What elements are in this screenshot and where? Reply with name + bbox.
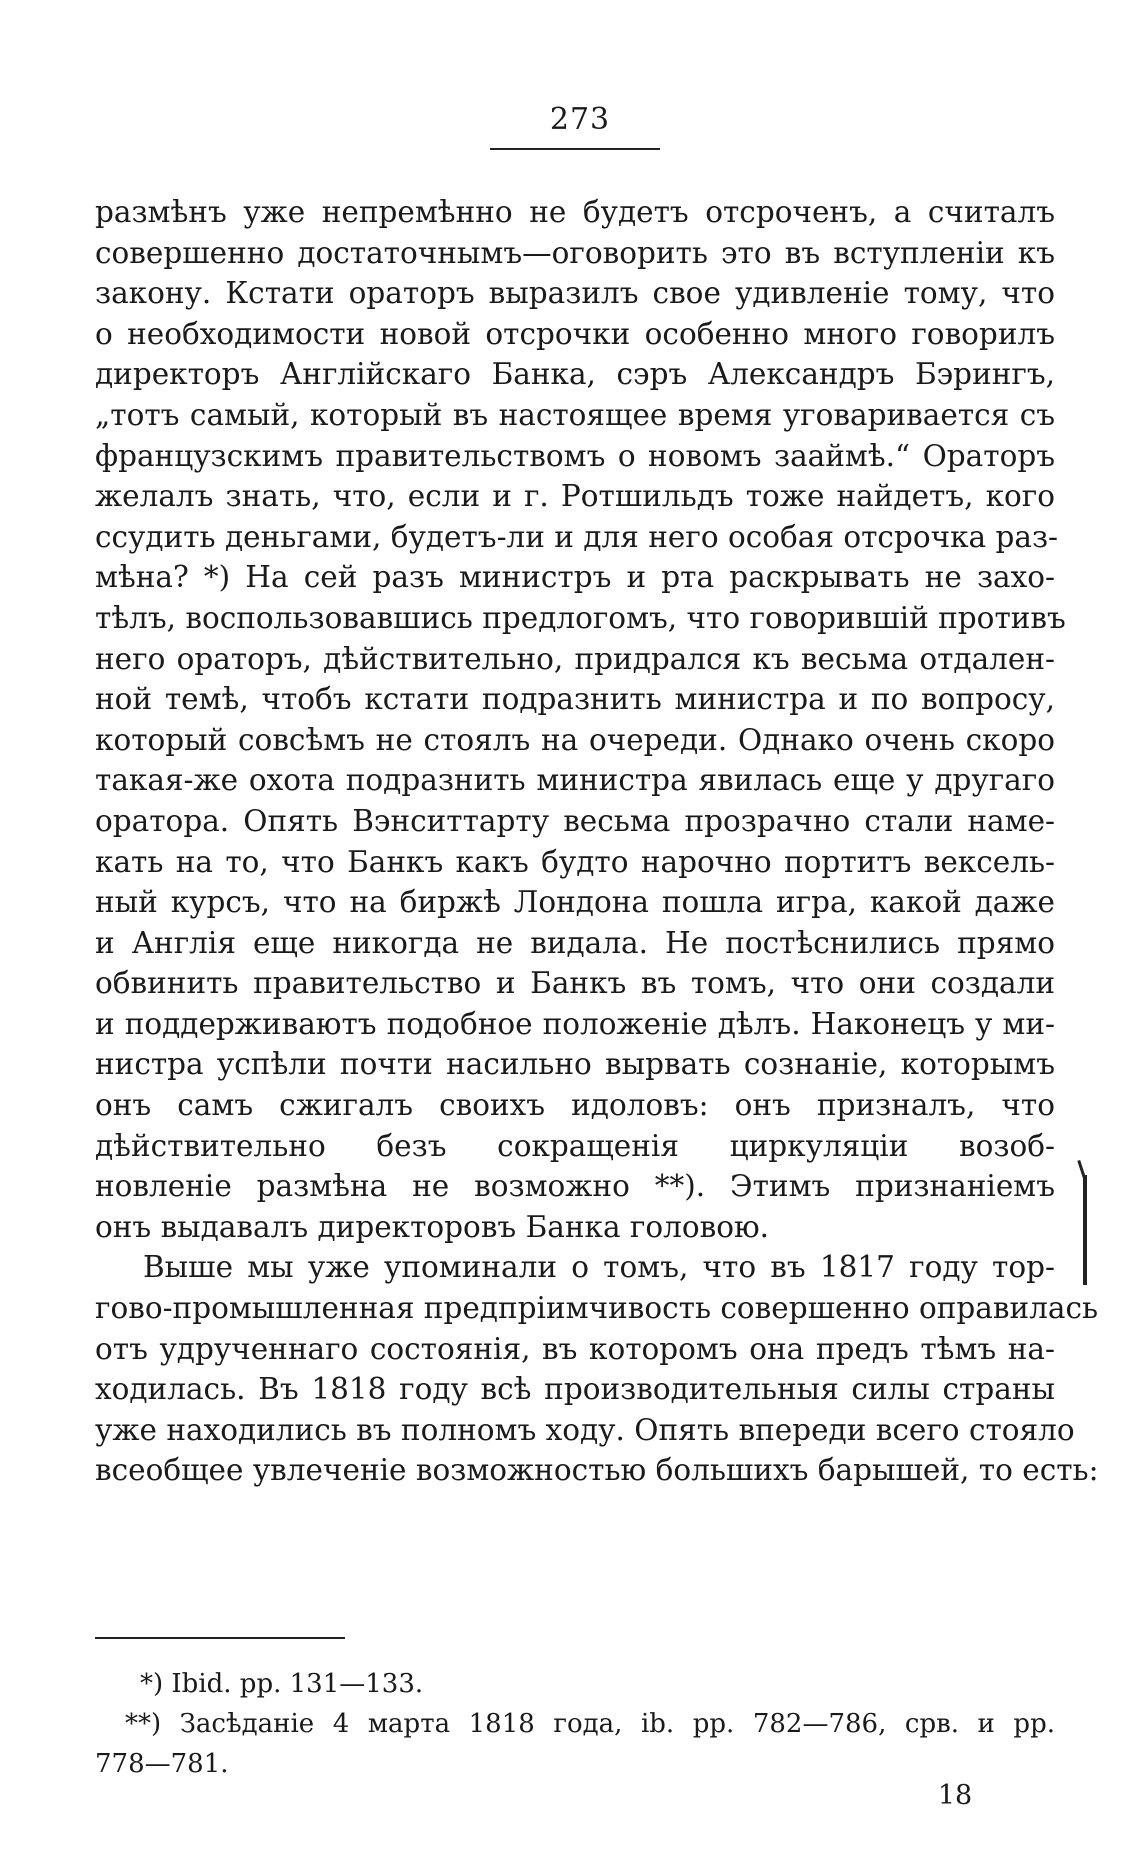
body-line: „тотъ самый, который въ настоящее время уговаривается съ <box>95 397 1055 432</box>
body-line: ссудить деньгами, будетъ-ли и для него особая отсрочка раз- <box>95 519 1059 554</box>
body-line: него ораторъ, дѣйствительно, придрался къ весьма отдален- <box>95 641 1055 676</box>
footnote-2-continued: 778—781. <box>95 1749 229 1779</box>
printer-signature-mark: 18 <box>937 1780 973 1811</box>
body-line: тѣлъ, воспользовавшись предлогомъ, что говорившій противъ <box>95 600 1066 635</box>
body-line: ный курсъ, что на биржѣ Лондона пошла игра, какой даже <box>95 885 1055 920</box>
body-line: ной темѣ, чтобъ кстати подразнить министра и по вопросу, <box>95 682 1055 717</box>
body-line: всеобщее увлеченіе возможностью большихъ барышей, то есть: <box>95 1453 1099 1488</box>
body-line: и Англія еще никогда не видала. Не постѣснились прямо <box>95 925 1055 960</box>
body-line: уже находились въ полномъ ходу. Опять впереди всего стояло <box>95 1412 1075 1447</box>
body-line: гово-промышленная предпріимчивость совершенно оправилась <box>95 1291 1099 1326</box>
body-line: Выше мы уже упоминали о томъ, что въ 1817 году тор- <box>143 1250 1055 1285</box>
body-line: и поддерживаютъ подобное положеніе дѣлъ. Наконецъ у ми- <box>95 1006 1055 1041</box>
body-line: который совсѣмъ не стоялъ на очереди. Однако очень скоро <box>95 722 1055 757</box>
body-line: онъ самъ сжигалъ своихъ идоловъ: онъ призналъ, что <box>95 1088 1055 1123</box>
body-text <box>95 192 1099 1491</box>
margin-mark <box>1083 1175 1087 1285</box>
body-line: французскимъ правительствомъ о новомъ зааймѣ.“ Ораторъ <box>95 438 1055 473</box>
body-line: кать на то, что Банкъ какъ будто нарочно портитъ вексель- <box>95 844 1055 879</box>
body-line: отъ удрученнаго состоянія, въ которомъ она предъ тѣмъ на- <box>95 1331 1055 1366</box>
body-line: новленіе размѣна не возможно **). Этимъ признаніемъ <box>95 1169 1055 1204</box>
footnote-2: **) Засѣданіе 4 марта 1818 года, ib. pp. 782—786, срв. и pp. <box>125 1709 1055 1739</box>
body-line: директоръ Англійскаго Банка, сэръ Александръ Бэрингъ, <box>95 357 1055 392</box>
body-line: совершенно достаточнымъ—оговорить это въ вступленіи къ <box>95 235 1055 270</box>
body-line: о необходимости новой отсрочки особенно много говорилъ <box>95 316 1055 351</box>
body-line: ходилась. Въ 1818 году всѣ производительныя силы страны <box>95 1372 1055 1407</box>
body-line: оратора. Опять Вэнситтарту весьма прозрачно стали наме- <box>95 803 1055 838</box>
body-line: закону. Кстати ораторъ выразилъ свое удивленіе тому, что <box>95 276 1055 311</box>
body-line: онъ выдавалъ директоровъ Банка головою. <box>95 1209 770 1244</box>
footnotes <box>95 1664 1055 1784</box>
body-line: дѣйствительно безъ сокращенія циркуляціи возоб- <box>95 1128 1055 1163</box>
body-line: размѣнъ уже непремѣнно не будетъ отсроченъ, а считалъ <box>95 195 1055 229</box>
footnote-rule <box>95 1637 345 1639</box>
body-line: обвинить правительство и Банкъ въ томъ, что они создали <box>95 966 1055 1001</box>
body-line: такая-же охота подразнить министра явилась еще у другаго <box>95 763 1055 798</box>
page-number-rule <box>490 148 660 150</box>
page-number: 273 <box>549 102 611 137</box>
body-line: нистра успѣли почти насильно вырвать сознаніе, которымъ <box>95 1047 1055 1082</box>
body-line: мѣна? *) На сей разъ министръ и рта раскрывать не захо- <box>95 560 1055 595</box>
body-line: желалъ знать, что, если и г. Ротшильдъ тоже найдетъ, кого <box>95 479 1055 514</box>
footnote-1: *) Ibid. pp. 131—133. <box>140 1669 424 1699</box>
